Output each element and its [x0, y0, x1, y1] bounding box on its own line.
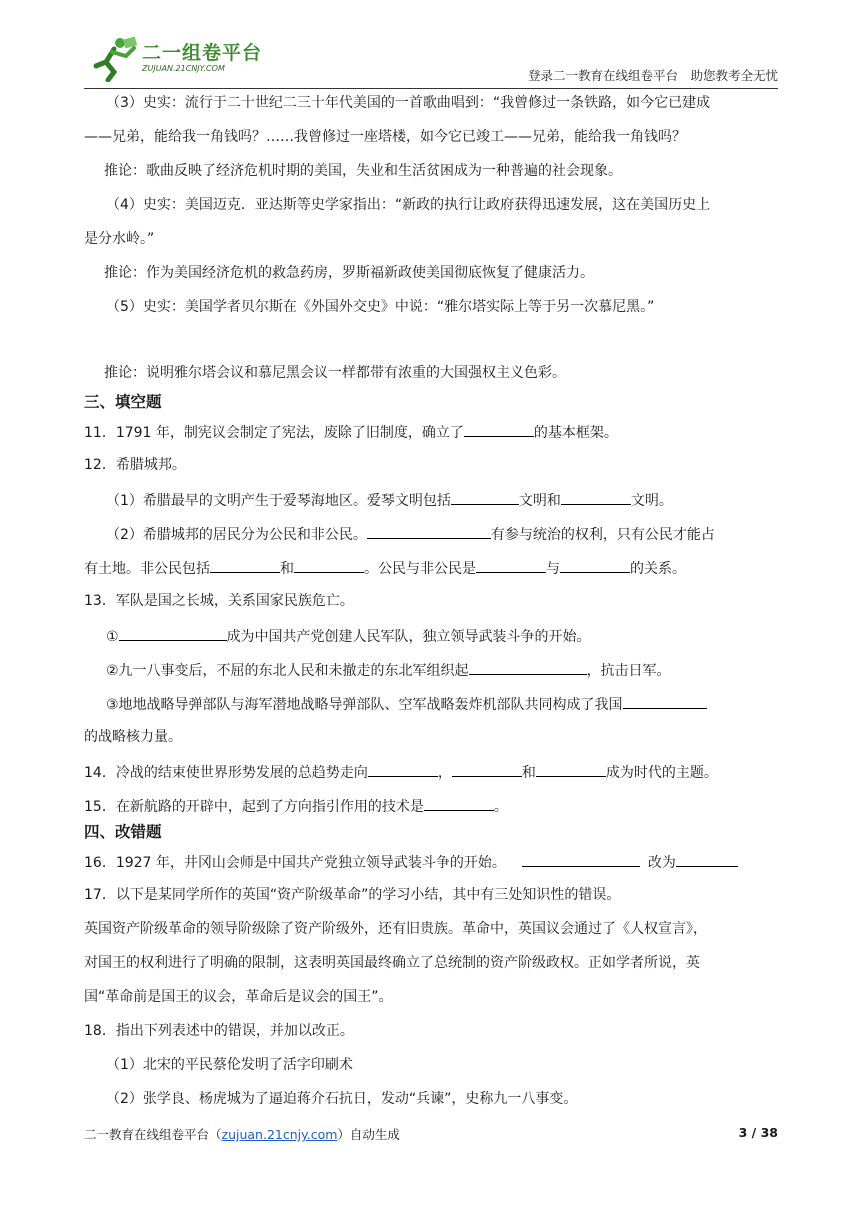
text-line: （3）史实：流行于二十世纪二三十年代美国的一首歌曲唱到：“我曾修过一条铁路，如今它已建成	[106, 95, 711, 111]
question-text: ①	[106, 629, 119, 645]
text-line: （4）史实：美国迈克．亚达斯等史学家指出：“新政的执行让政府获得迅速发展，这在美国历史上	[106, 197, 711, 213]
text-line: 推论：说明雅尔塔会议和慕尼黑会议一样都带有浓重的大国强权主义色彩。	[104, 365, 566, 381]
question-17: 17．以下是某同学所作的英国“资产阶级革命”的学习小结，其中有三处知识性的错误。	[84, 887, 621, 903]
logo-url: ZUJUAN.21CNJY.COM	[142, 64, 225, 73]
question-13-2	[106, 660, 671, 681]
text-line: （5）史实：美国学者贝尔斯在《外国外交史》中说：“雅尔塔实际上等于另一次慕尼黑。”	[106, 299, 655, 315]
answer-blank[interactable]	[676, 852, 738, 867]
question-text: （2）希腊城邦的居民分为公民和非公民。	[106, 527, 367, 543]
footer-text: 二一教育在线组卷平台（	[84, 1127, 222, 1142]
answer-blank[interactable]	[452, 762, 522, 777]
answer-blank[interactable]	[536, 762, 606, 777]
question-14	[84, 762, 718, 783]
question-text: ，	[437, 765, 452, 781]
site-logo[interactable]	[84, 36, 294, 82]
question-text: （1）希腊最早的文明产生于爱琴海地区。爱琴文明包括	[106, 493, 451, 509]
question-text: 有土地。非公民包括	[84, 561, 210, 577]
runner-logo-icon	[84, 36, 140, 82]
question-13-3-cont: 的战略核力量。	[84, 729, 182, 745]
question-18: 18．指出下列表述中的错误，并加以改正。	[84, 1023, 354, 1039]
logo-title: 二一组卷平台	[142, 42, 263, 64]
question-13: 13．军队是国之长城，关系国家民族危亡。	[84, 593, 354, 609]
answer-blank[interactable]	[464, 422, 534, 437]
question-text: 和	[521, 765, 536, 781]
question-text: 11．1791 年，制宪议会制定了宪法，废除了旧制度，确立了	[84, 425, 464, 441]
answer-blank[interactable]	[623, 694, 707, 709]
answer-blank[interactable]	[469, 660, 587, 675]
page-header	[84, 30, 778, 89]
footer-link[interactable]: zujuan.21cnjy.com	[221, 1127, 338, 1142]
page-number: 3 / 38	[738, 1125, 778, 1140]
answer-blank[interactable]	[522, 852, 640, 867]
question-12: 12．希腊城邦。	[84, 457, 186, 473]
answer-blank[interactable]	[476, 558, 546, 573]
question-text: 。公民与非公民是	[364, 561, 476, 577]
answer-blank[interactable]	[561, 490, 631, 505]
question-text: 的关系。	[630, 561, 686, 577]
question-12-2	[106, 524, 715, 545]
question-text: 成为时代的主题。	[605, 765, 718, 781]
question-text: ③地地战略导弹部队与海军潜地战略导弹部队、空军战略轰炸机部队共同构成了我国	[106, 697, 623, 713]
question-text: 和	[280, 561, 294, 577]
question-text: 与	[546, 561, 560, 577]
question-text: 。	[493, 799, 508, 815]
text-line: 推论：歌曲反映了经济危机时期的美国，失业和生活贫困成为一种普遍的社会现象。	[104, 163, 622, 179]
text-line: 国“革命前是国王的议会，革命后是议会的国王”。	[84, 989, 393, 1005]
text-line: 英国资产阶级革命的领导阶级除了资产阶级外，还有旧贵族。革命中，英国议会通过了《人权宣言》，	[84, 921, 707, 937]
question-15	[84, 796, 508, 817]
answer-blank[interactable]	[451, 490, 519, 505]
question-text: ，抗击日军。	[586, 663, 671, 679]
page-footer	[84, 1125, 400, 1143]
question-13-1	[106, 626, 591, 647]
question-text: 改为	[647, 855, 676, 871]
question-text: 成为中国共产党创建人民军队，独立领导武装斗争的开始。	[226, 629, 591, 645]
text-line: 对国王的权利进行了明确的限制，这表明英国最终确立了总统制的资产阶级政权。正如学者所说，英	[84, 955, 700, 971]
question-12-1	[106, 490, 673, 511]
question-text: 15．在新航路的开辟中，起到了方向指引作用的技术是	[84, 799, 424, 815]
answer-blank[interactable]	[294, 558, 364, 573]
question-13-3	[106, 694, 707, 715]
question-text: 有参与统治的权利，只有公民才能占	[490, 527, 715, 543]
question-text: 16．1927 年，井冈山会师是中国共产党独立领导武装斗争的开始。	[84, 855, 506, 871]
question-11	[84, 422, 618, 443]
question-text: 文明和	[518, 493, 561, 509]
section-heading: 三、填空题	[84, 393, 162, 411]
question-16	[84, 852, 738, 873]
question-text: 14．冷战的结束使世界形势发展的总趋势走向	[84, 765, 368, 781]
answer-blank[interactable]	[560, 558, 630, 573]
section-heading: 四、改错题	[84, 823, 162, 841]
answer-blank[interactable]	[368, 762, 438, 777]
question-18-1: （1）北宋的平民蔡伦发明了活字印刷术	[106, 1057, 353, 1073]
question-text: 文明。	[630, 493, 673, 509]
text-line: 是分水岭。”	[84, 231, 155, 247]
text-line: 推论：作为美国经济危机的救急药房，罗斯福新政使美国彻底恢复了健康活力。	[104, 265, 594, 281]
question-12-2-cont	[84, 558, 686, 579]
question-text: ②九一八事变后，不屈的东北人民和未撤走的东北军组织起	[106, 663, 469, 679]
header-slogan: 登录二一教育在线组卷平台 助您教考全无忧	[527, 68, 778, 83]
text-line: ——兄弟，能给我一角钱吗？……我曾修过一座塔楼，如今它已竣工——兄弟，能给我一角钱吗？	[84, 129, 686, 145]
question-18-2: （2）张学良、杨虎城为了逼迫蒋介石抗日，发动“兵谏”，史称九一八事变。	[106, 1091, 578, 1107]
answer-blank[interactable]	[424, 796, 494, 811]
question-text: 的基本框架。	[533, 425, 618, 441]
answer-blank[interactable]	[367, 524, 491, 539]
footer-text: ）自动生成	[337, 1127, 400, 1142]
answer-blank[interactable]	[210, 558, 280, 573]
answer-blank[interactable]	[119, 626, 227, 641]
